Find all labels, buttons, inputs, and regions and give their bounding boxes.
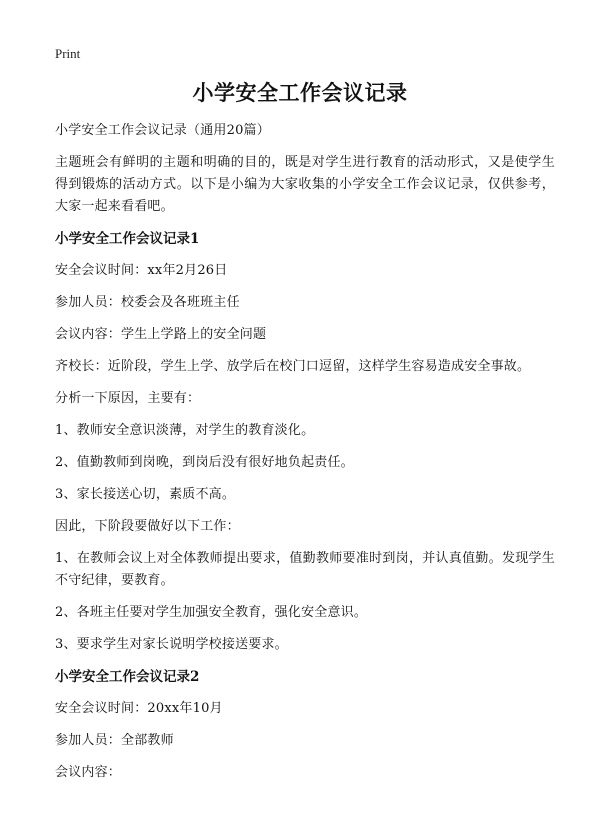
intro-paragraph: 主题班会有鲜明的主题和明确的目的，既是对学生进行教育的活动形式，又是使学生得到锻炼的活动方式。以下是小编为大家收集的小学安全工作会议记录，仅供参考，大家一起来看看吧。 xyxy=(55,155,555,214)
section-1-task-3: 3、要求学生对家长说明学校接送要求。 xyxy=(55,637,288,652)
section-1-content: 会议内容：学生上学路上的安全问题 xyxy=(55,327,267,342)
section-2-participants: 参加人员：全部教师 xyxy=(55,733,174,748)
section-1-task-1: 1、在教师会议上对全体教师提出要求，值勤教师要准时到岗，并认真值勤。发现学生不守纪律，要教育。 xyxy=(55,551,555,588)
section-1-analysis: 分析一下原因，主要有： xyxy=(55,391,201,406)
section-1-heading: 小学安全工作会议记录1 xyxy=(55,231,200,247)
section-1-reason-1: 1、教师安全意识淡薄，对学生的教育淡化。 xyxy=(55,423,315,438)
section-1-time: 安全会议时间：xx年2月26日 xyxy=(55,263,228,278)
document-body xyxy=(55,120,555,784)
section-1-task-2: 2、各班主任要对学生加强安全教育，强化安全意识。 xyxy=(55,605,368,620)
section-1-therefore: 因此，下阶段要做好以下工作： xyxy=(55,519,240,534)
section-1-reason-3: 3、家长接送心切，素质不高。 xyxy=(55,487,236,502)
subtitle: 小学安全工作会议记录（通用20篇） xyxy=(55,123,270,138)
section-1-reason-2: 2、值勤教师到岗晚，到岗后没有很好地负起责任。 xyxy=(55,455,354,470)
section-2-heading: 小学安全工作会议记录2 xyxy=(55,669,200,685)
section-1-principal-remark: 齐校长：近阶段，学生上学、放学后在校门口逗留，这样学生容易造成安全事故。 xyxy=(55,359,531,374)
print-link[interactable]: Print xyxy=(55,46,81,61)
section-1-participants: 参加人员：校委会及各班班主任 xyxy=(55,295,240,310)
section-2-content: 会议内容： xyxy=(55,765,122,780)
page-title: 小学安全工作会议记录 xyxy=(192,80,408,105)
section-2-time: 安全会议时间：20xx年10月 xyxy=(55,701,223,716)
